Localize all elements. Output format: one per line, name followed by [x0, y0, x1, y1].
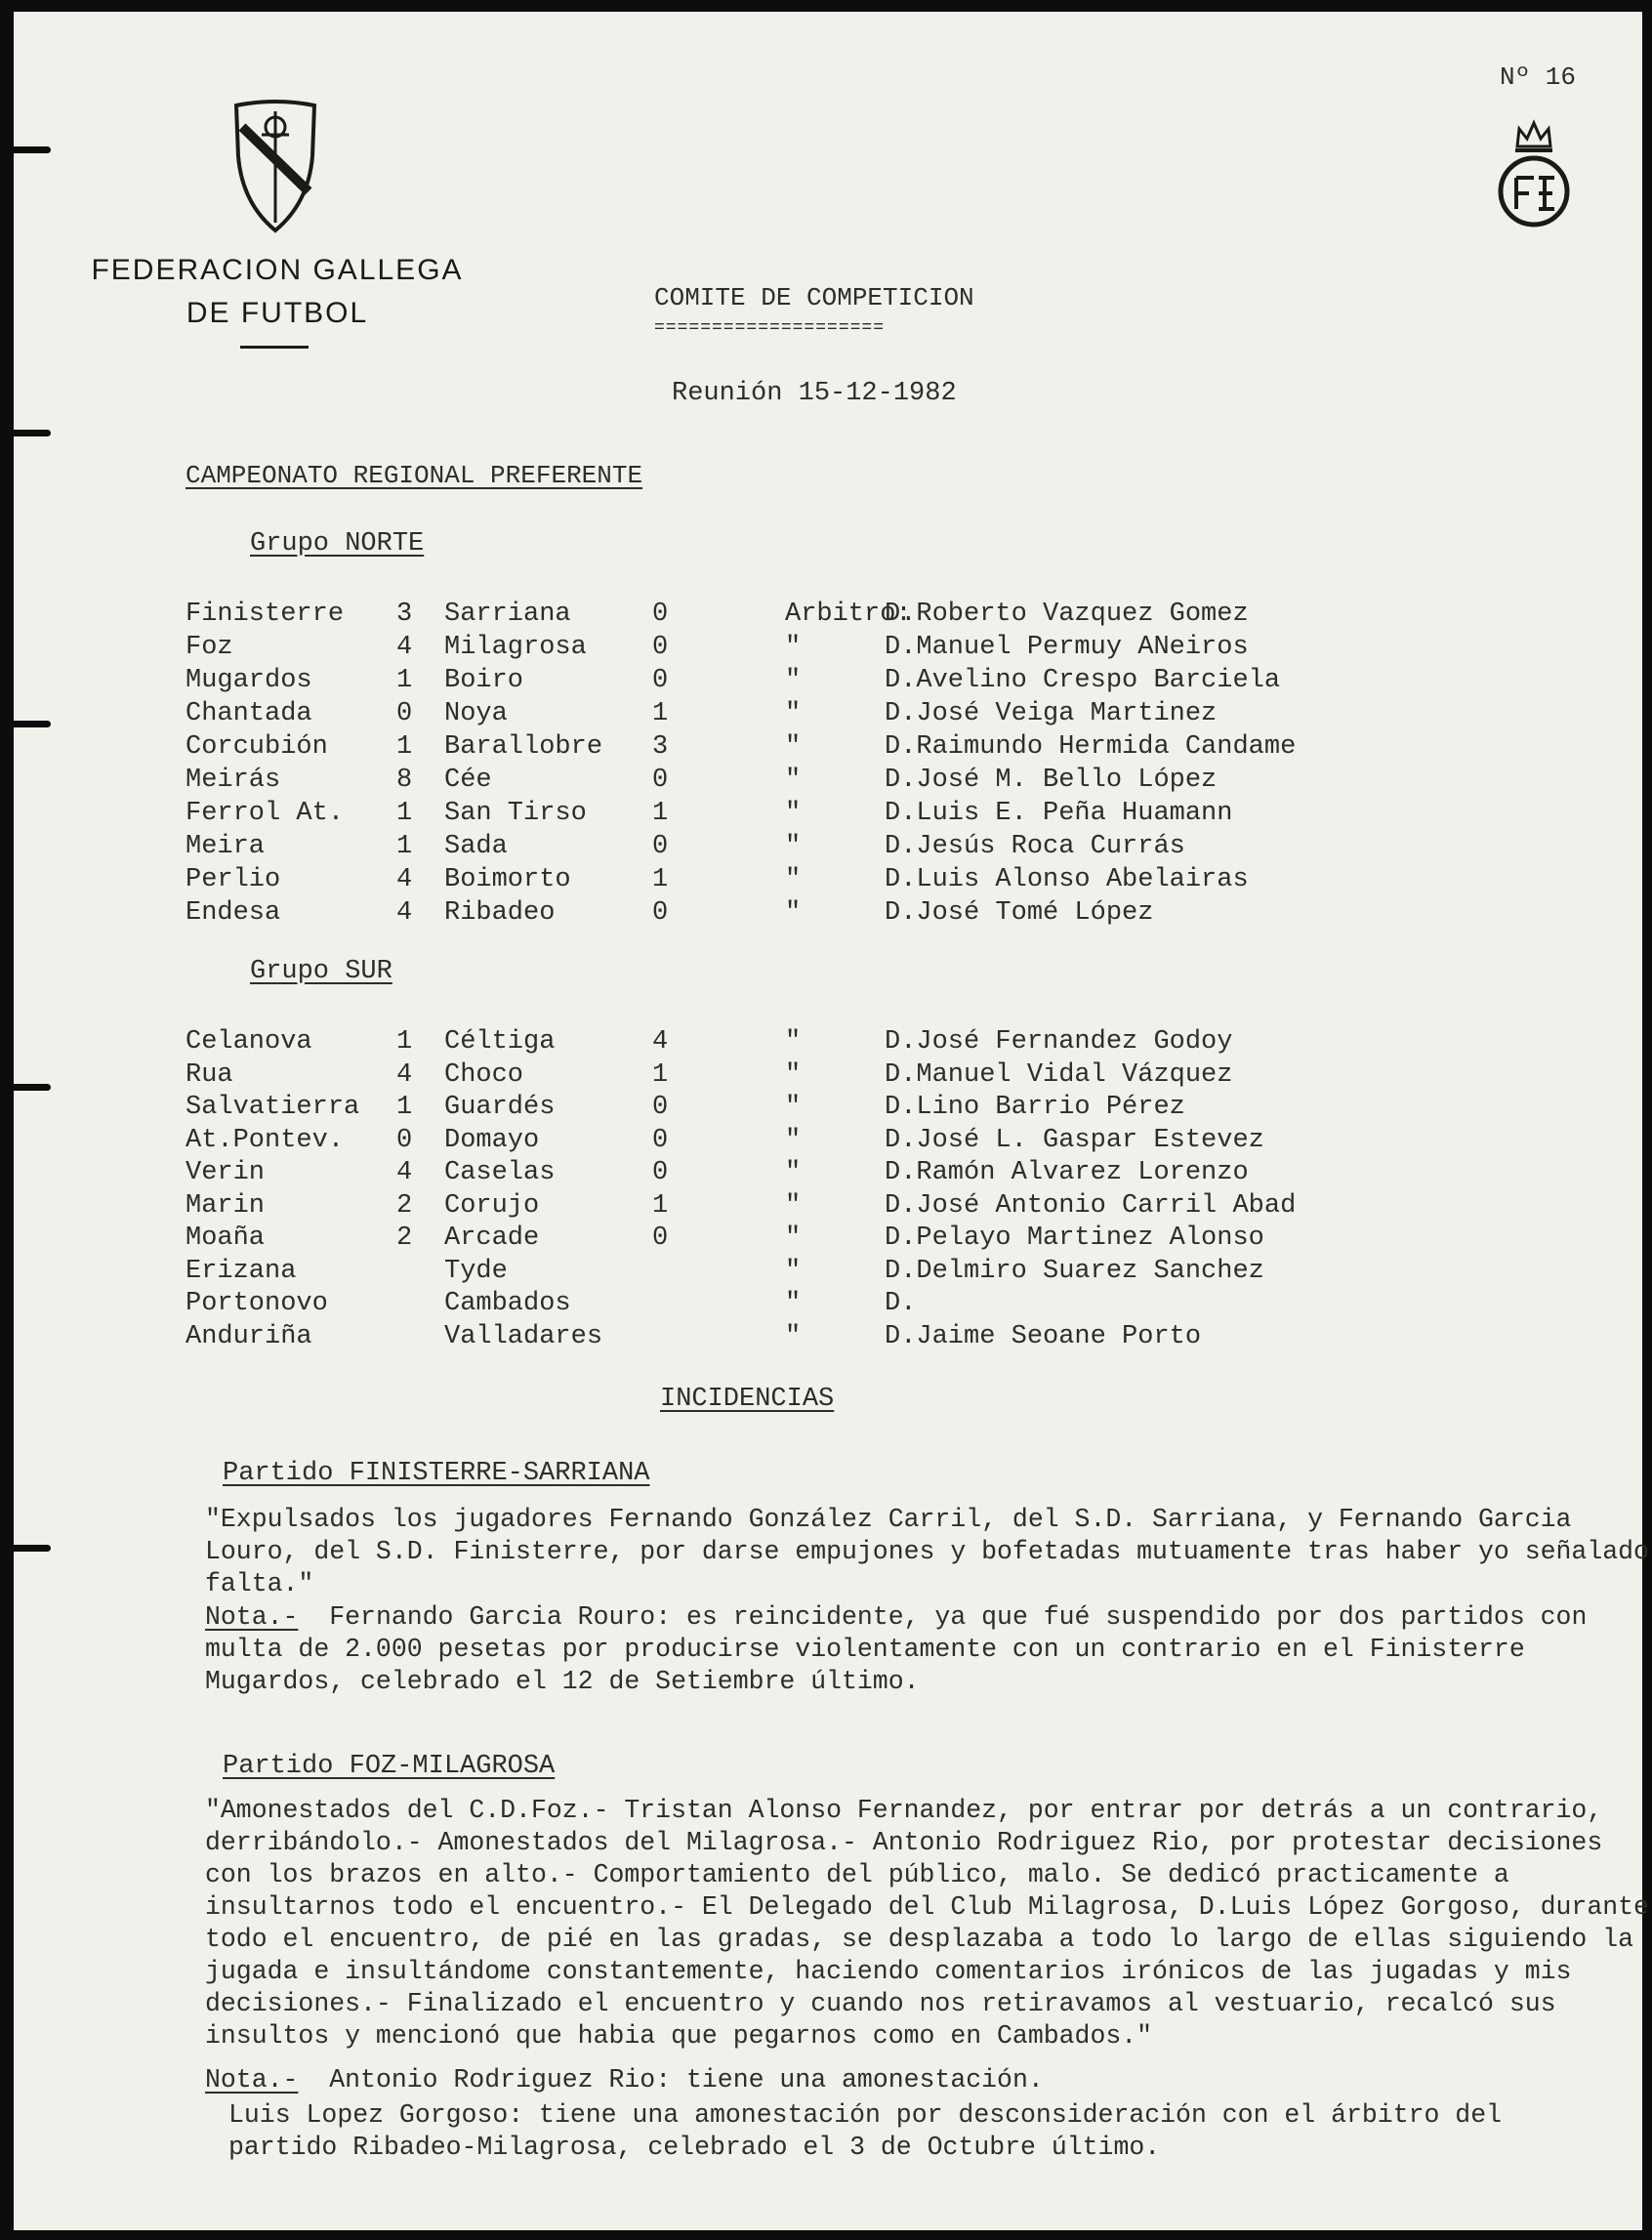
match1-report: "Expulsados los jugadores Fernando González Carril, del S.D. Sarriana, y Fernando Garcia Louro, del S.D. Finisterre, por darse empujones y bofetadas mutuamente tras haber yo señalado falta." — [205, 1505, 1649, 1598]
referee-label: " — [785, 1125, 802, 1155]
home-score: 4 — [396, 1158, 413, 1187]
away-team: Caselas — [444, 1158, 556, 1187]
away-score: 4 — [652, 1027, 669, 1057]
referee-name: D. — [885, 1289, 917, 1318]
match1-note — [205, 1601, 1650, 1698]
away-team: Corujo — [444, 1190, 540, 1221]
away-score: 1 — [652, 865, 669, 894]
referee-label: " — [785, 1059, 802, 1090]
referee-label: " — [785, 799, 802, 828]
match2-title: Partido FOZ-MILAGROSA — [223, 1752, 556, 1781]
home-team: Chantada — [186, 699, 312, 728]
away-team: Choco — [444, 1059, 524, 1090]
home-score: 4 — [396, 865, 413, 894]
referee-label: " — [785, 633, 802, 662]
match-result-row — [14, 1322, 1642, 1355]
home-team: Salvatierra — [186, 1093, 360, 1122]
referee-label: Arbitro: — [785, 600, 912, 629]
match-result-row — [14, 1224, 1642, 1257]
away-team: Boimorto — [444, 865, 571, 894]
referee-label: " — [785, 766, 802, 795]
home-team: Corcubión — [186, 732, 328, 762]
match-result-row — [14, 1158, 1642, 1191]
home-team: Portonovo — [186, 1289, 328, 1318]
away-team: Cée — [444, 766, 492, 795]
away-score: 0 — [652, 666, 669, 695]
away-score: 0 — [652, 898, 669, 928]
home-team: Moaña — [186, 1224, 266, 1253]
match-result-row — [14, 600, 1642, 633]
away-score: 0 — [652, 1158, 669, 1187]
home-team: Endesa — [186, 898, 281, 928]
match-result-row — [14, 1289, 1642, 1322]
home-team: At.Pontev. — [186, 1125, 345, 1155]
group-heading-norte: Grupo NORTE — [250, 529, 425, 559]
match-result-row — [14, 1027, 1642, 1060]
home-score: 1 — [396, 1027, 413, 1057]
match-result-row — [14, 1093, 1642, 1126]
incidents-heading: INCIDENCIAS — [660, 1385, 835, 1414]
match2-note-text: Antonio Rodriguez Rio: tiene una amonestación. — [329, 2065, 1044, 2095]
away-team: Milagrosa — [444, 633, 587, 662]
away-team: Arcade — [444, 1224, 540, 1253]
away-score: 0 — [652, 600, 669, 629]
away-score: 0 — [652, 1224, 669, 1253]
match-result-row — [14, 666, 1642, 699]
meeting-date: Reunión 15-12-1982 — [672, 379, 957, 408]
match2-note-label: Nota.- — [205, 2065, 299, 2095]
away-score: 1 — [652, 699, 669, 728]
away-team: San Tirso — [444, 799, 587, 828]
match-result-row — [14, 766, 1642, 799]
referee-name: D.Raimundo Hermida Candame — [885, 732, 1297, 762]
match-result-row — [14, 1126, 1642, 1159]
referee-name: D.Jaime Seoane Porto — [885, 1321, 1202, 1351]
home-score: 1 — [396, 799, 413, 828]
punch-hole-mark — [14, 1545, 51, 1552]
home-team: Rua — [186, 1059, 233, 1090]
match-result-row — [14, 865, 1642, 898]
away-team: Barallobre — [444, 732, 603, 762]
away-score: 0 — [652, 1125, 669, 1155]
home-score: 4 — [396, 1059, 413, 1090]
home-team: Anduriña — [186, 1321, 312, 1351]
document-page — [14, 12, 1649, 2230]
home-score: 8 — [396, 766, 413, 795]
away-team: Domayo — [444, 1125, 540, 1155]
away-score: 1 — [652, 1059, 669, 1090]
home-team: Mugardos — [186, 666, 312, 695]
referee-name: D.Avelino Crespo Barciela — [885, 666, 1281, 695]
home-team: Meirás — [186, 766, 281, 795]
referee-name: D.Delmiro Suarez Sanchez — [885, 1256, 1264, 1286]
away-team: Sarriana — [444, 600, 571, 629]
referee-label: " — [785, 865, 802, 894]
match1-note-text: Fernando Garcia Rouro: es reincidente, ya que fué suspendido por dos partidos con multa de 2.000 pesetas por producirse violentamente con un contrario en el Finisterre Mugardos, celebrado el 12 de Setiembre último. — [205, 1602, 1588, 1696]
referee-label: " — [785, 1158, 802, 1187]
referee-name: D.Ramón Alvarez Lorenzo — [885, 1158, 1249, 1187]
referee-label: " — [785, 1224, 802, 1253]
referee-name: D.Pelayo Martinez Alonso — [885, 1224, 1264, 1253]
referee-label: " — [785, 699, 802, 728]
referee-name: D.José Fernandez Godoy — [885, 1027, 1233, 1057]
home-score: 1 — [396, 1093, 413, 1122]
away-score: 0 — [652, 1093, 669, 1122]
away-team: Tyde — [444, 1256, 508, 1286]
away-score: 0 — [652, 633, 669, 662]
referee-label: " — [785, 732, 802, 762]
home-score: 2 — [396, 1190, 413, 1221]
match-result-row — [14, 1257, 1642, 1290]
away-team: Cambados — [444, 1289, 571, 1318]
referee-name: D.José L. Gaspar Estevez — [885, 1125, 1264, 1155]
away-team: Guardés — [444, 1093, 556, 1122]
away-score: 0 — [652, 766, 669, 795]
referee-name: D.Jesús Roca Currás — [885, 832, 1185, 861]
home-score: 3 — [396, 600, 413, 629]
referee-label: " — [785, 832, 802, 861]
referee-name: D.José Antonio Carril Abad — [885, 1190, 1297, 1221]
home-team: Finisterre — [186, 600, 345, 629]
away-score: 3 — [652, 732, 669, 762]
referee-name: D.Roberto Vazquez Gomez — [885, 600, 1249, 629]
referee-name: D.José Veiga Martinez — [885, 699, 1218, 728]
rfef-crown-crest-logo — [1490, 117, 1578, 230]
referee-label: " — [785, 1256, 802, 1286]
championship-heading: CAMPEONATO REGIONAL PREFERENTE — [186, 461, 643, 490]
home-team: Erizana — [186, 1256, 297, 1286]
home-team: Meira — [186, 832, 266, 861]
match2-report: "Amonestados del C.D.Foz.- Tristan Alonso Fernandez, por entrar por detrás a un contrario, derribándolo.- Amonestados del Milagrosa.- Antonio Rodriguez Rio, por protestar decisiones con los brazos en alto.- Comportamiento del público, malo. Se dedicó practicamente a insultarnos todo el encuentro.- El Delegado del Club Milagrosa, D.Luis López Gorgoso, durante todo el encuentro, de pié en las gradas, se desplazaba a todo lo largo de ellas siguiendo la jugada e insultándome constantemente, haciendo comentarios irónicos de las jugadas y mis decisiones.- Finalizado el encuentro y cuando nos retiravamos al vestuario, recalcó sus insultos y mencionó que habia que pegarnos como en Cambados." — [205, 1796, 1649, 2051]
match1-title: Partido FINISTERRE-SARRIANA — [223, 1459, 650, 1488]
referee-name: D.Manuel Permuy ANeiros — [885, 633, 1249, 662]
away-team: Ribadeo — [444, 898, 556, 928]
home-team: Ferrol At. — [186, 799, 345, 828]
away-team: Noya — [444, 699, 508, 728]
match1-note-label: Nota.- — [205, 1602, 299, 1632]
referee-label: " — [785, 666, 802, 695]
home-team: Foz — [186, 633, 233, 662]
away-team: Valladares — [444, 1321, 603, 1351]
away-score: 1 — [652, 799, 669, 828]
page-number: Nº 16 — [1500, 62, 1577, 92]
away-score: 1 — [652, 1190, 669, 1221]
home-team: Perlio — [186, 865, 281, 894]
match2-note — [205, 2064, 1650, 2096]
committee-title: COMITE DE COMPETICION — [654, 283, 974, 312]
referee-label: " — [785, 898, 802, 928]
home-score: 4 — [396, 633, 413, 662]
home-score: 2 — [396, 1224, 413, 1253]
referee-name: D.Luis E. Peña Huamann — [885, 799, 1233, 828]
away-team: Boiro — [444, 666, 524, 695]
referee-label: " — [785, 1321, 802, 1351]
referee-label: " — [785, 1027, 802, 1057]
referee-name: D.José Tomé López — [885, 898, 1154, 928]
home-score: 4 — [396, 898, 413, 928]
punch-hole-mark — [14, 430, 51, 436]
referee-label: " — [785, 1190, 802, 1221]
away-team: Céltiga — [444, 1027, 556, 1057]
match-result-row — [14, 898, 1642, 932]
home-team: Celanova — [186, 1027, 312, 1057]
committee-title-rule: ==================== — [654, 318, 886, 338]
referee-label: " — [785, 1093, 802, 1122]
home-score: 1 — [396, 732, 413, 762]
referee-name: D.Lino Barrio Pérez — [885, 1093, 1185, 1122]
match2-note2: Luis Lopez Gorgoso: tiene una amonestación por desconsideración con el árbitro del partido Ribadeo-Milagrosa, celebrado el 3 de Octubre último. — [228, 2100, 1503, 2162]
match-result-row — [14, 633, 1642, 666]
federation-name-line2: DE FUTBOL — [186, 297, 369, 329]
match-result-row — [14, 799, 1642, 832]
home-team: Verin — [186, 1158, 266, 1187]
away-team: Sada — [444, 832, 508, 861]
match-result-row — [14, 832, 1642, 865]
referee-name: D.Luis Alonso Abelairas — [885, 865, 1249, 894]
match-result-row — [14, 732, 1642, 766]
home-score: 0 — [396, 699, 413, 728]
match-result-row — [14, 699, 1642, 732]
home-team: Marin — [186, 1190, 266, 1221]
match-result-row — [14, 1191, 1642, 1224]
home-score: 1 — [396, 832, 413, 861]
home-score: 0 — [396, 1125, 413, 1155]
match-result-row — [14, 1060, 1642, 1094]
federation-shield-logo — [230, 98, 320, 234]
group-heading-sur: Grupo SUR — [250, 957, 392, 986]
header-divider — [240, 346, 309, 349]
away-score: 0 — [652, 832, 669, 861]
punch-hole-mark — [14, 146, 51, 153]
home-score: 1 — [396, 666, 413, 695]
federation-name-line1: FEDERACION GALLEGA — [91, 254, 464, 286]
referee-name: D.José M. Bello López — [885, 766, 1218, 795]
referee-label: " — [785, 1289, 802, 1318]
referee-name: D.Manuel Vidal Vázquez — [885, 1059, 1233, 1090]
